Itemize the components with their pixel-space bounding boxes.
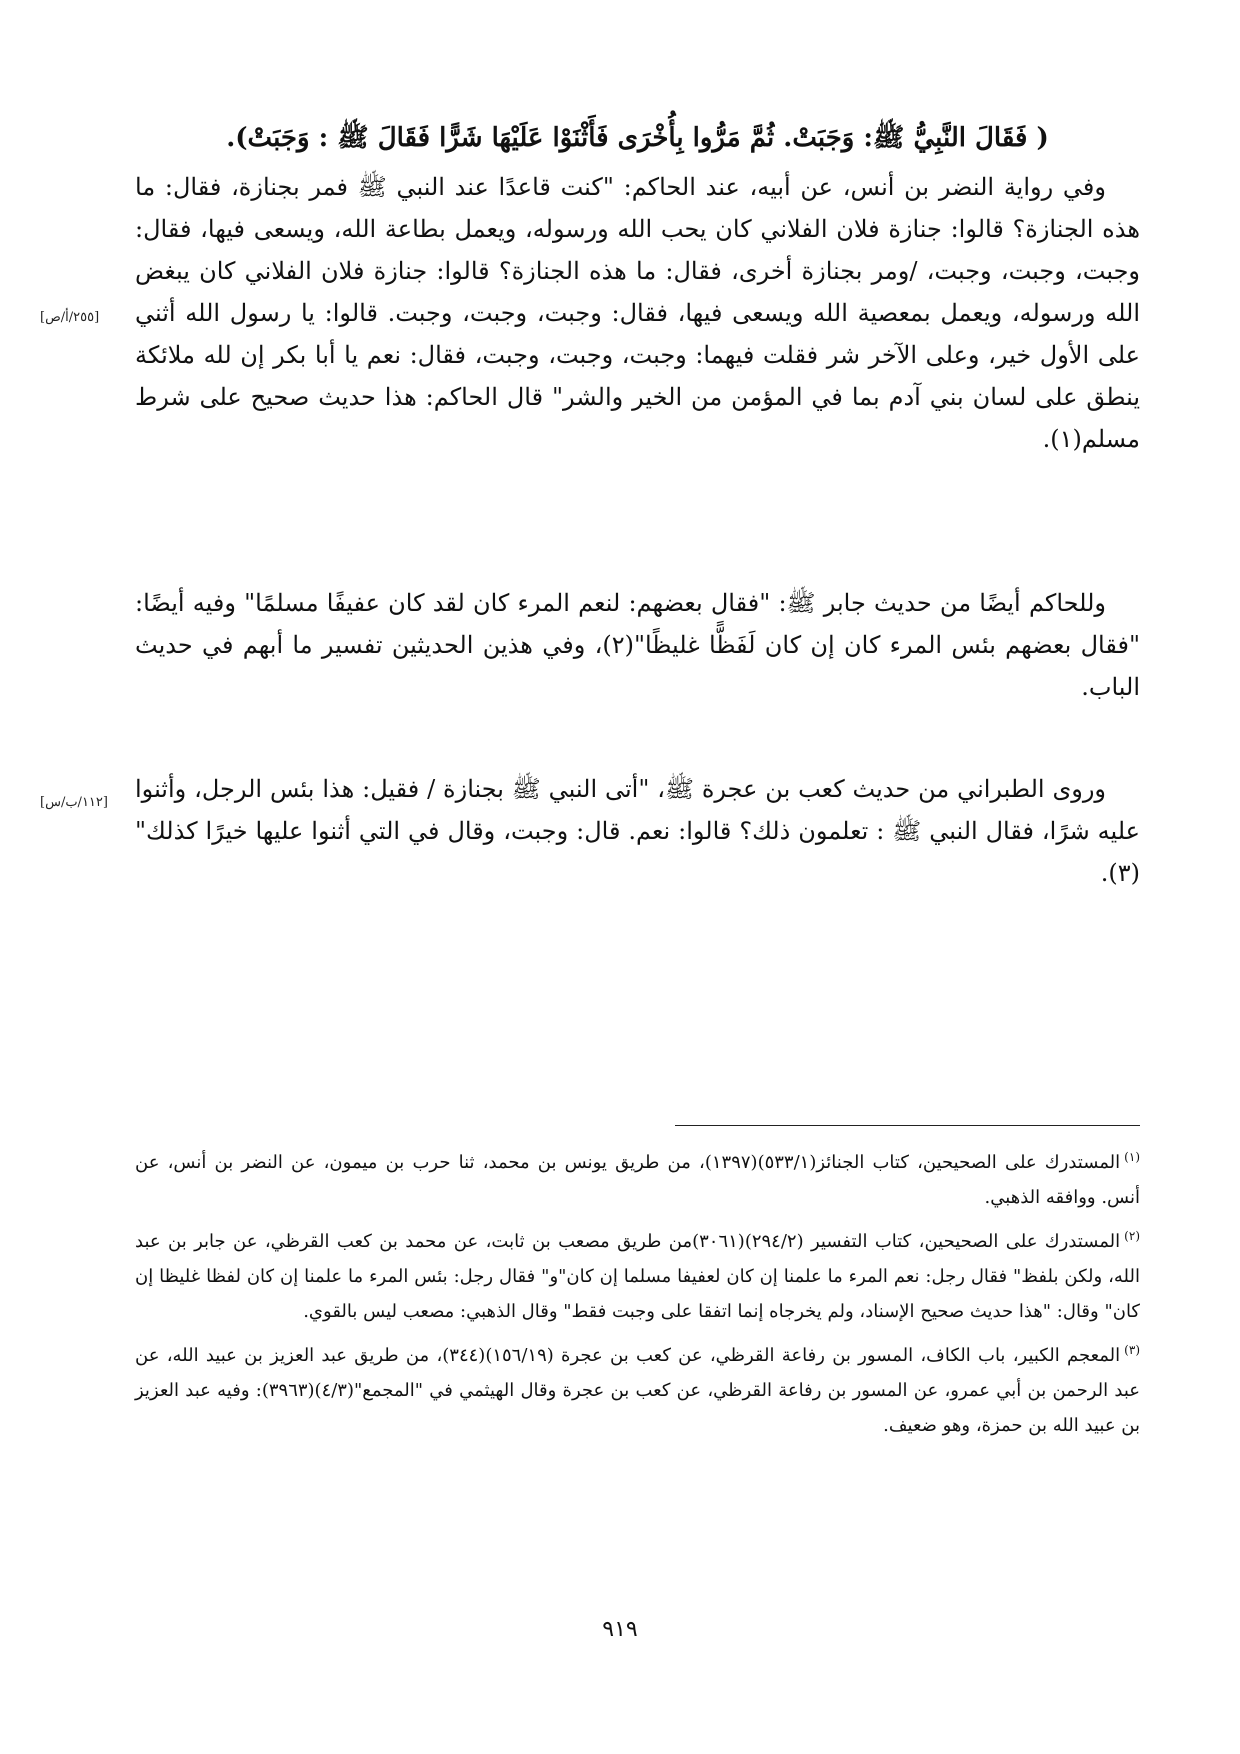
page-number: ٩١٩ — [602, 1617, 638, 1642]
body-paragraph-2 — [135, 582, 1140, 708]
footnote-marker: (٣) — [1124, 1343, 1140, 1357]
margin-manuscript-ref: [١١٢/ب/س] — [40, 795, 108, 810]
footnotes — [135, 1140, 1140, 1447]
footnote-marker: (٢) — [1124, 1229, 1140, 1243]
body-paragraph-1 — [135, 166, 1140, 460]
footnote-text: المستدرك على الصحيحين، كتاب الجنائز(٥٣٣/١)(١٣٩٧)، من طريق يونس بن محمد، ثنا حرب بن ميمون، عن النضر بن أنس، عن أنس. ووافقه الذهبي. — [135, 1152, 1140, 1208]
footnote-marker: (١) — [1124, 1150, 1140, 1164]
footnote-separator — [675, 1125, 1140, 1126]
footnote — [135, 1333, 1140, 1443]
footnote — [135, 1140, 1140, 1215]
margin-manuscript-ref: [٢٥٥/أ/ص] — [40, 310, 100, 325]
paragraph-text: وفي رواية النضر بن أنس، عن أبيه، عند الحاكم: "كنت قاعدًا عند النبي ﷺ فمر بجنازة، فقال: ما هذه الجنازة؟ قالوا: جنازة فلان الفلاني كان يحب الله ورسوله، ويعمل بطاعة الله، ويسعى فيها، فقال: وجبت، وجبت، وجبت، /ومر بجنازة أخرى، فقال: ما هذه الجنازة؟ قالوا: جنازة فلان الفلاني كان يبغض الله ورسوله، ويعمل بمعصية الله ويسعى فيها، فقال: وجبت، وجبت، وجبت. قالوا: يا رسول الله أثني على الأول خير، وعلى الآخر شر فقلت فيهما: وجبت، وجبت، وجبت، فقال: نعم يا أبا بكر إن لله ملائكة ينطق على لسان بني آدم بما في المؤمن من الخير والشر" قال الحاكم: هذا حديث صحيح على شرط مسلم(١). — [135, 173, 1141, 453]
verse-heading: ( فَقَالَ النَّبِيُّ ﷺ: وَجَبَتْ. ثُمَّ مَرُّوا بِأُخْرَى فَأَثْنَوْا عَلَيْهَا شَرًّا فَقَالَ ﷺ : وَجَبَتْ). — [226, 123, 1049, 153]
footnote-text: المستدرك على الصحيحين، كتاب التفسير (٢٩٤/٢)(٣٠٦١)من طريق مصعب بن ثابت، عن محمد بن كعب القرظي، عن جابر بن عبد الله، ولكن بلفظ" فقال رجل: نعم المرء ما علمنا إن كان لعفيفا مسلما إن كان"و" فقال رجل: بئس المرء ما علمنا إن كان لفظا غليظا إن كان" وقال: "هذا حديث صحيح الإسناد، ولم يخرجاه إنما اتفقا على وجبت فقط" وقال الذهبي: مصعب ليس بالقوي. — [135, 1231, 1140, 1322]
paragraph-text: وللحاكم أيضًا من حديث جابر ﷺ: "فقال بعضهم: لنعم المرء كان لقد كان عفيفًا مسلمًا" وفيه أيضًا: "فقال بعضهم بئس المرء كان إن كان لَفَظًّا غليظًا"(٢)، وفي هذين الحديثين تفسير ما أبهم في حديث الباب. — [135, 589, 1140, 701]
body-paragraph-3 — [135, 768, 1140, 894]
paragraph-text: وروى الطبراني من حديث كعب بن عجرة ﷺ، "أتى النبي ﷺ بجنازة / فقيل: هذا بئس الرجل، وأثنوا عليه شرًا، فقال النبي ﷺ : تعلمون ذلك؟ قالوا: نعم. قال: وجبت، وقال في التي أثنوا عليها خيرًا كذلك"(٣). — [135, 775, 1140, 887]
footnote-text: المعجم الكبير، باب الكاف، المسور بن رفاعة القرظي، عن كعب بن عجرة (١٥٦/١٩)(٣٤٤)، من طريق عبد العزيز بن عبيد الله، عن عبد الرحمن بن أبي عمرو، عن المسور بن رفاعة القرظي، عن كعب بن عجرة وقال الهيثمي في "المجمع"(٤/٣)(٣٩٦٣): وفيه عبد العزيز بن عبيد الله بن حمزة، وهو ضعيف. — [135, 1345, 1140, 1436]
footnote — [135, 1219, 1140, 1329]
